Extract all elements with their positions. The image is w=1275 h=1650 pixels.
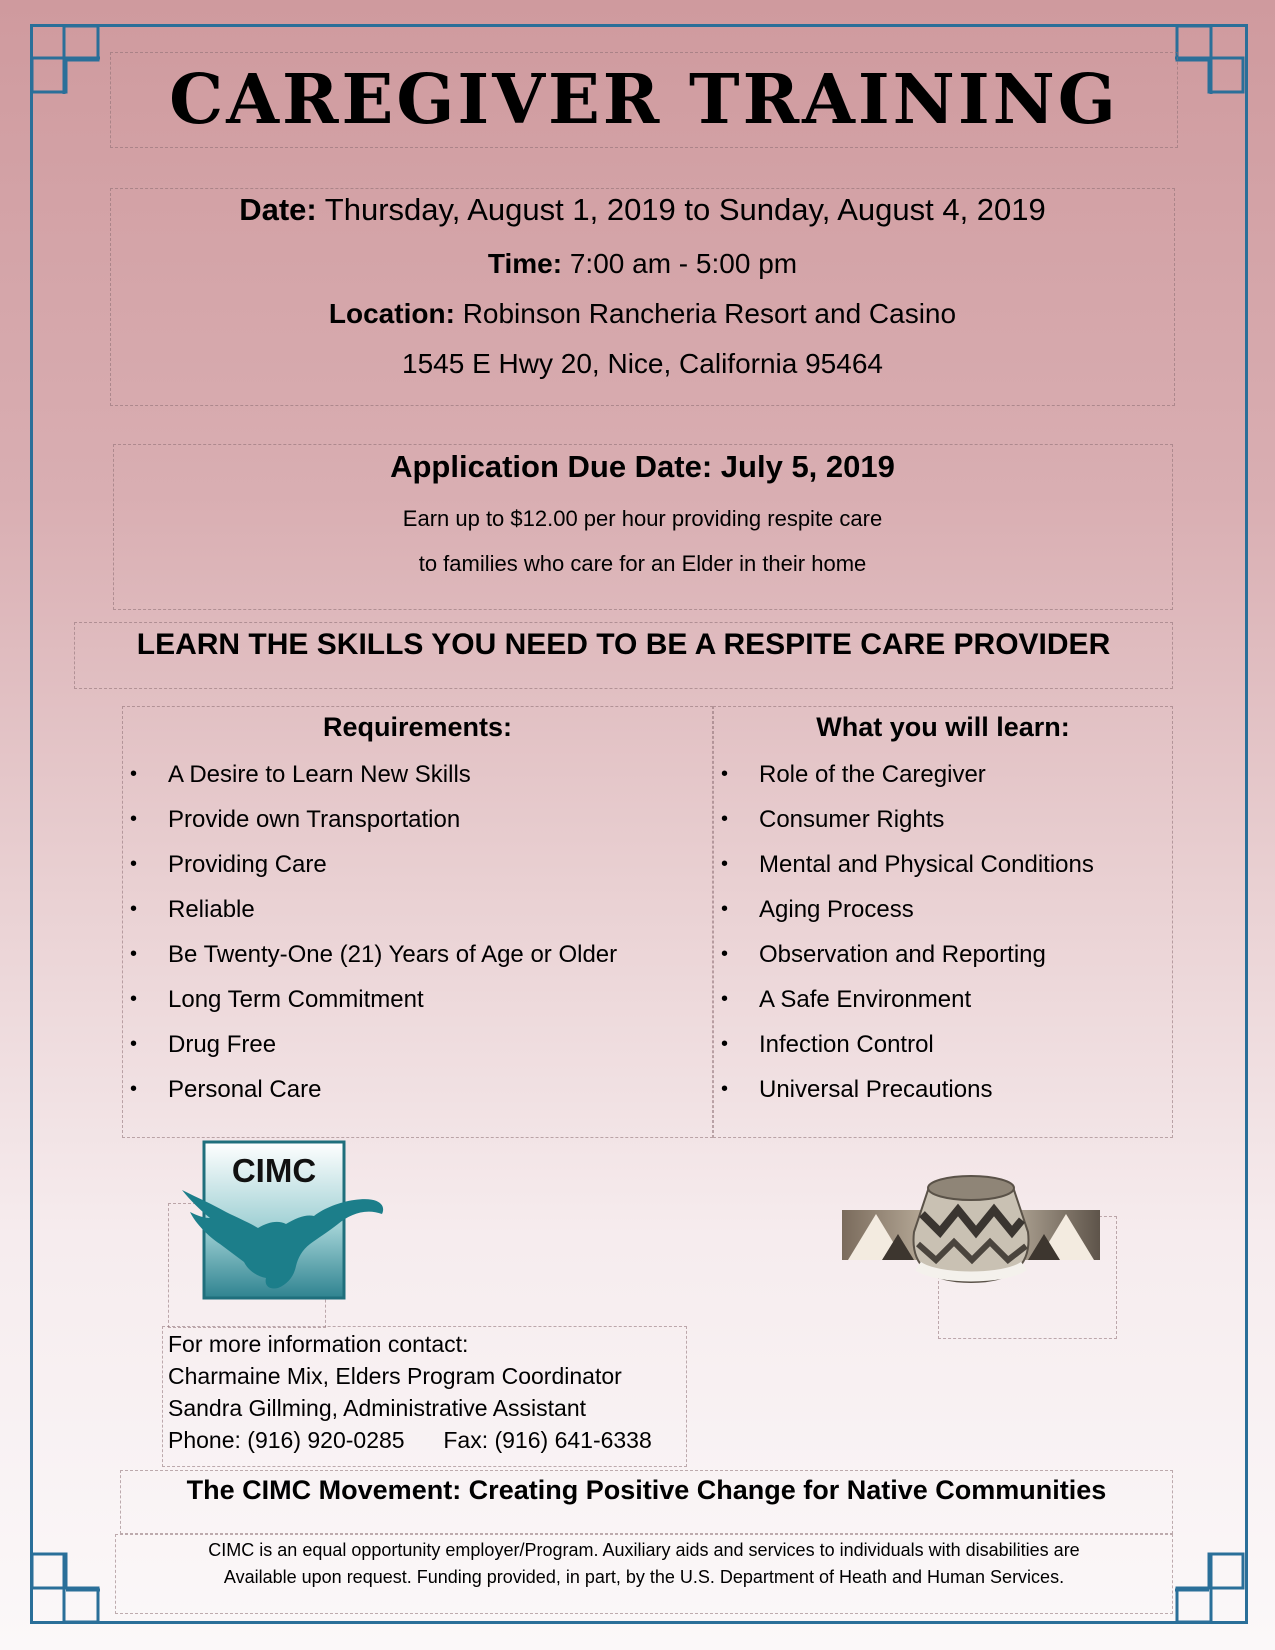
list-item: • Provide own Transportation [124, 797, 709, 842]
page-title: CAREGIVER TRAINING [169, 60, 1119, 140]
event-location [110, 298, 1175, 330]
disclaimer-line-1: CIMC is an equal opportunity employer/Program. Auxiliary aids and services to individuals with disabilities are [208, 1540, 1080, 1560]
time-label: Time: [487, 248, 563, 279]
application-due-date: Application Due Date: July 5, 2019 [390, 449, 895, 484]
list-item: • Providing Care [124, 842, 709, 887]
date-value: Thursday, August 1, 2019 to Sunday, August 4, 2019 [324, 192, 1046, 227]
date-label: Date: [239, 192, 317, 227]
contact-fax: Fax: (916) 641-6338 [443, 1427, 652, 1453]
skills-heading: LEARN THE SKILLS YOU NEED TO BE A RESPITE CARE PROVIDER [136, 628, 1111, 661]
corner-ornament-top-left [30, 24, 102, 96]
corner-ornament-top-right [1173, 24, 1245, 96]
list-item: • Infection Control [715, 1022, 1170, 1067]
logo-text: CIMC [231, 1152, 317, 1189]
requirements-list [124, 752, 709, 1112]
time-value: 7:00 am - 5:00 pm [569, 248, 798, 279]
pay-line-2: to families who care for an Elder in their home [418, 551, 867, 576]
list-item: • Be Twenty-One (21) Years of Age or Older [124, 932, 709, 977]
pay-line-1: Earn up to $12.00 per hour providing respite care [402, 506, 883, 531]
contact-phone: Phone: (916) 920-0285 [168, 1427, 405, 1453]
location-label: Location: [328, 298, 455, 329]
list-item: • Long Term Commitment [124, 977, 709, 1022]
requirements-heading: Requirements: [322, 712, 513, 742]
learn-heading: What you will learn: [816, 712, 1070, 742]
list-item: • Drug Free [124, 1022, 709, 1067]
location-value: Robinson Rancheria Resort and Casino [462, 298, 957, 329]
event-date [110, 192, 1175, 228]
list-item: • A Desire to Learn New Skills [124, 752, 709, 797]
corner-ornament-bottom-right [1173, 1552, 1245, 1624]
list-item: • Mental and Physical Conditions [715, 842, 1170, 887]
learn-list [715, 752, 1170, 1112]
list-item: • Aging Process [715, 887, 1170, 932]
basket-icon [842, 1162, 1100, 1290]
contact-assistant: Sandra Gillming, Administrative Assistant [168, 1395, 587, 1421]
list-item: • Universal Precautions [715, 1067, 1170, 1112]
disclaimer-line-2: Available upon request. Funding provided, in part, by the U.S. Department of Heath and Human Services. [223, 1567, 1065, 1587]
list-item: • Consumer Rights [715, 797, 1170, 842]
contact-info [168, 1328, 652, 1456]
corner-ornament-bottom-left [30, 1552, 102, 1624]
movement-statement: The CIMC Movement: Creating Positive Change for Native Communities [186, 1475, 1107, 1505]
list-item: • A Safe Environment [715, 977, 1170, 1022]
event-time [110, 248, 1175, 280]
list-item: • Personal Care [124, 1067, 709, 1112]
list-item: • Reliable [124, 887, 709, 932]
contact-coordinator: Charmaine Mix, Elders Program Coordinator [168, 1363, 622, 1389]
list-item: • Role of the Caregiver [715, 752, 1170, 797]
list-item: • Observation and Reporting [715, 932, 1170, 977]
contact-intro: For more information contact: [168, 1331, 469, 1357]
event-address: 1545 E Hwy 20, Nice, California 95464 [402, 348, 883, 379]
contact-phone-fax [168, 1424, 652, 1456]
cimc-logo [178, 1138, 386, 1304]
